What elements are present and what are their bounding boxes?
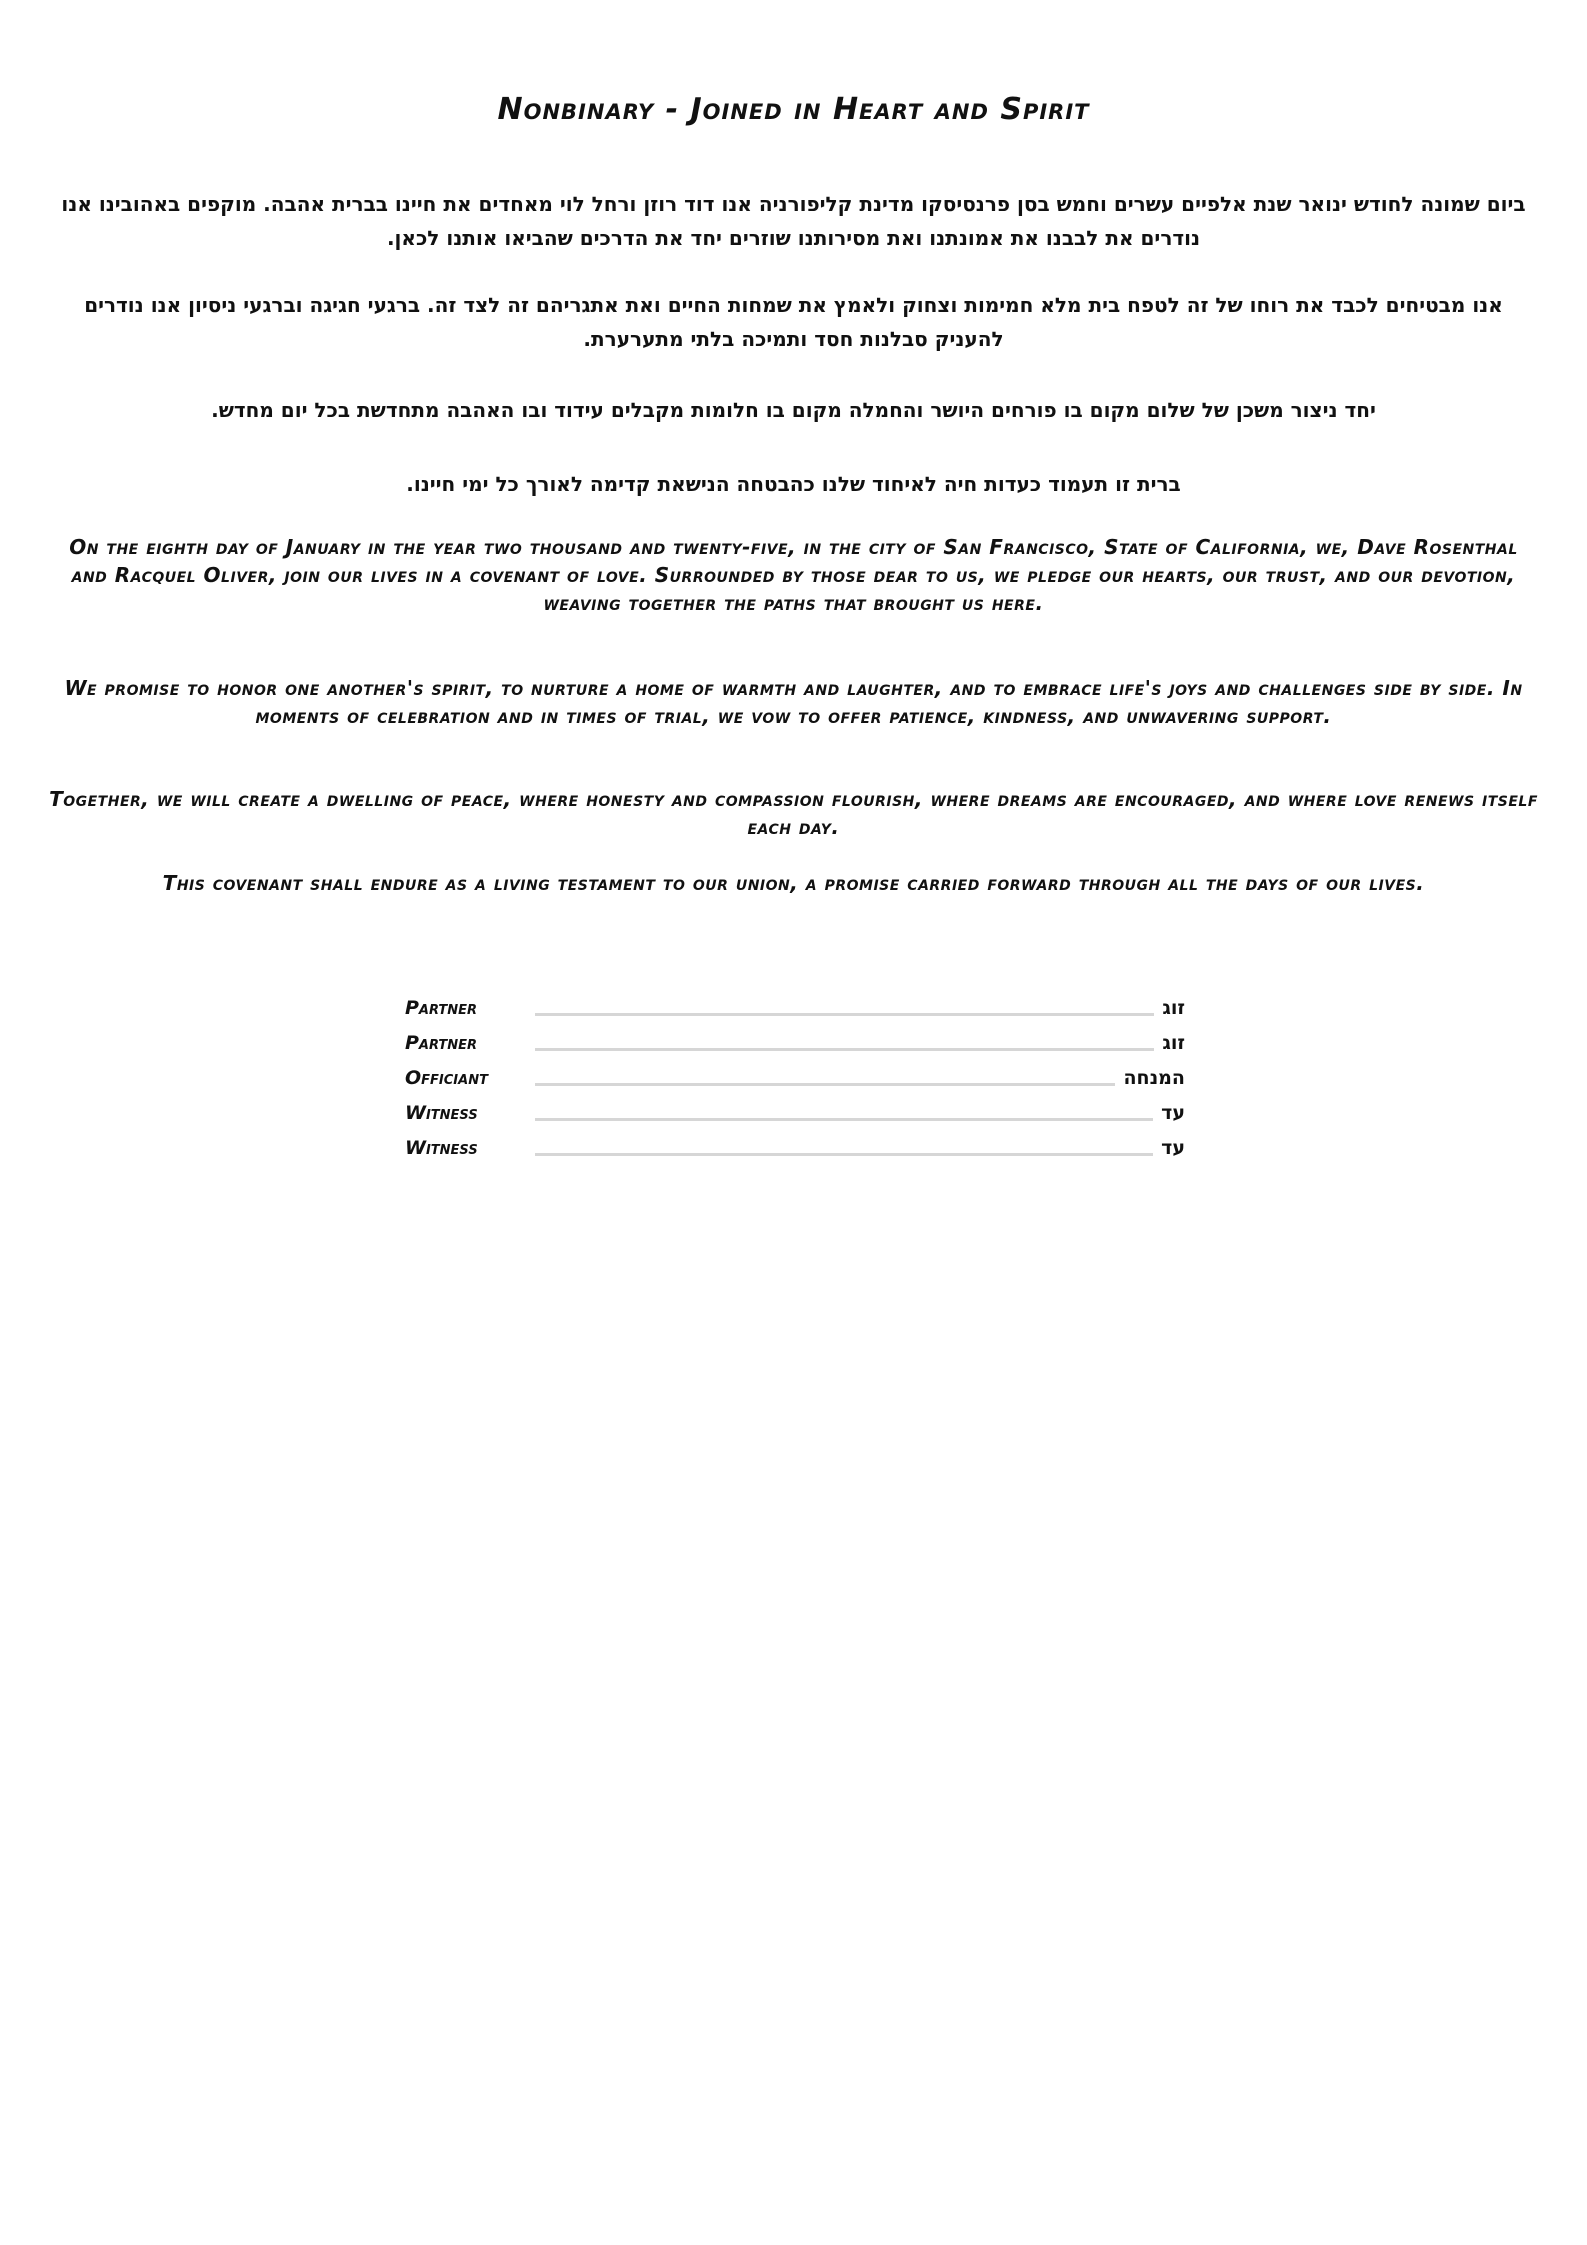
hebrew-paragraph-2: אנו מבטיחים לכבד את רוחו של זה לטפח בית מלא חמימות וצחוק ולאמץ את שמחות החיים ואת אתגריהם זה לצד זה. ברגעי חגיגה וברגעי ניסיון אנו נודרים להעניק סבלנות חסד ותמיכה בלתי מתערערת. bbox=[84, 293, 1503, 351]
signature-block bbox=[405, 985, 1185, 1160]
signature-label-english: Officiant bbox=[405, 1067, 488, 1089]
signature-label-hebrew: זוג bbox=[1162, 1032, 1185, 1054]
signature-row-officiant bbox=[405, 1055, 1185, 1090]
english-paragraph-4: This covenant shall endure as a living testament to our union, a promise carried forward through all the days of our lives. bbox=[162, 871, 1425, 895]
signature-label-english: Partner bbox=[405, 1032, 478, 1054]
hebrew-paragraph-4: ברית זו תעמוד כעדות חיה לאיחוד שלנו כהבטחה הנישאת קדימה לאורך כל ימי חיינו. bbox=[406, 472, 1181, 496]
signature-row-witness-2 bbox=[405, 1125, 1185, 1160]
signature-line[interactable] bbox=[535, 1118, 1153, 1121]
signature-label-hebrew: עד bbox=[1161, 1137, 1185, 1159]
document-title: Nonbinary - Joined in Heart and Spirit bbox=[497, 92, 1090, 127]
signature-label-english: Partner bbox=[405, 997, 478, 1019]
english-paragraph-1: On the eighth day of January in the year two thousand and twenty-five, in the city of San Francisco, State of California, we, Dave Rosenthal and Racquel Oliver, join our lives in a covenant of love. Surrounded by those dear to us, we pledge our hearts, our trust, and our devotion, weaving together the paths that brought us here. bbox=[69, 535, 1518, 615]
signature-label-hebrew: עד bbox=[1161, 1102, 1185, 1124]
signature-line[interactable] bbox=[535, 1013, 1154, 1016]
hebrew-paragraph-1: ביום שמונה לחודש ינואר שנת אלפיים עשרים וחמש בסן פרנסיסקו מדינת קליפורניה אנו דוד רוזן ורחל לוי מאחדים את חיינו בברית אהבה. מוקפים באהובינו אנו נודרים את לבבנו את אמונתנו ואת מסירותנו שוזרים יחד את הדרכים שהביאו אותנו לכאן. bbox=[61, 192, 1526, 250]
signature-row-witness-1 bbox=[405, 1090, 1185, 1125]
signature-label-english: Witness bbox=[405, 1137, 478, 1159]
signature-line[interactable] bbox=[535, 1048, 1154, 1051]
english-paragraph-3: Together, we will create a dwelling of peace, where honesty and compassion flourish, where dreams are encouraged, and where love renews itself each day. bbox=[49, 787, 1538, 839]
signature-label-english: Witness bbox=[405, 1102, 478, 1124]
english-paragraph-2: We promise to honor one another's spirit, to nurture a home of warmth and laughter, and to embrace life's joys and challenges side by side. In moments of celebration and in times of trial, we vow to offer patience, kindness, and unwavering support. bbox=[64, 676, 1523, 728]
signature-line[interactable] bbox=[535, 1153, 1153, 1156]
signature-label-hebrew: המנחה bbox=[1123, 1067, 1185, 1089]
signature-label-hebrew: זוג bbox=[1162, 997, 1185, 1019]
hebrew-paragraph-3: יחד ניצור משכן של שלום מקום בו פורחים היושר והחמלה מקום בו חלומות מקבלים עידוד ובו האהבה מתחדשת בכל יום מחדש. bbox=[211, 398, 1376, 422]
signature-line[interactable] bbox=[535, 1083, 1115, 1086]
signature-row-partner-2 bbox=[405, 1020, 1185, 1055]
signature-row-partner-1 bbox=[405, 985, 1185, 1020]
